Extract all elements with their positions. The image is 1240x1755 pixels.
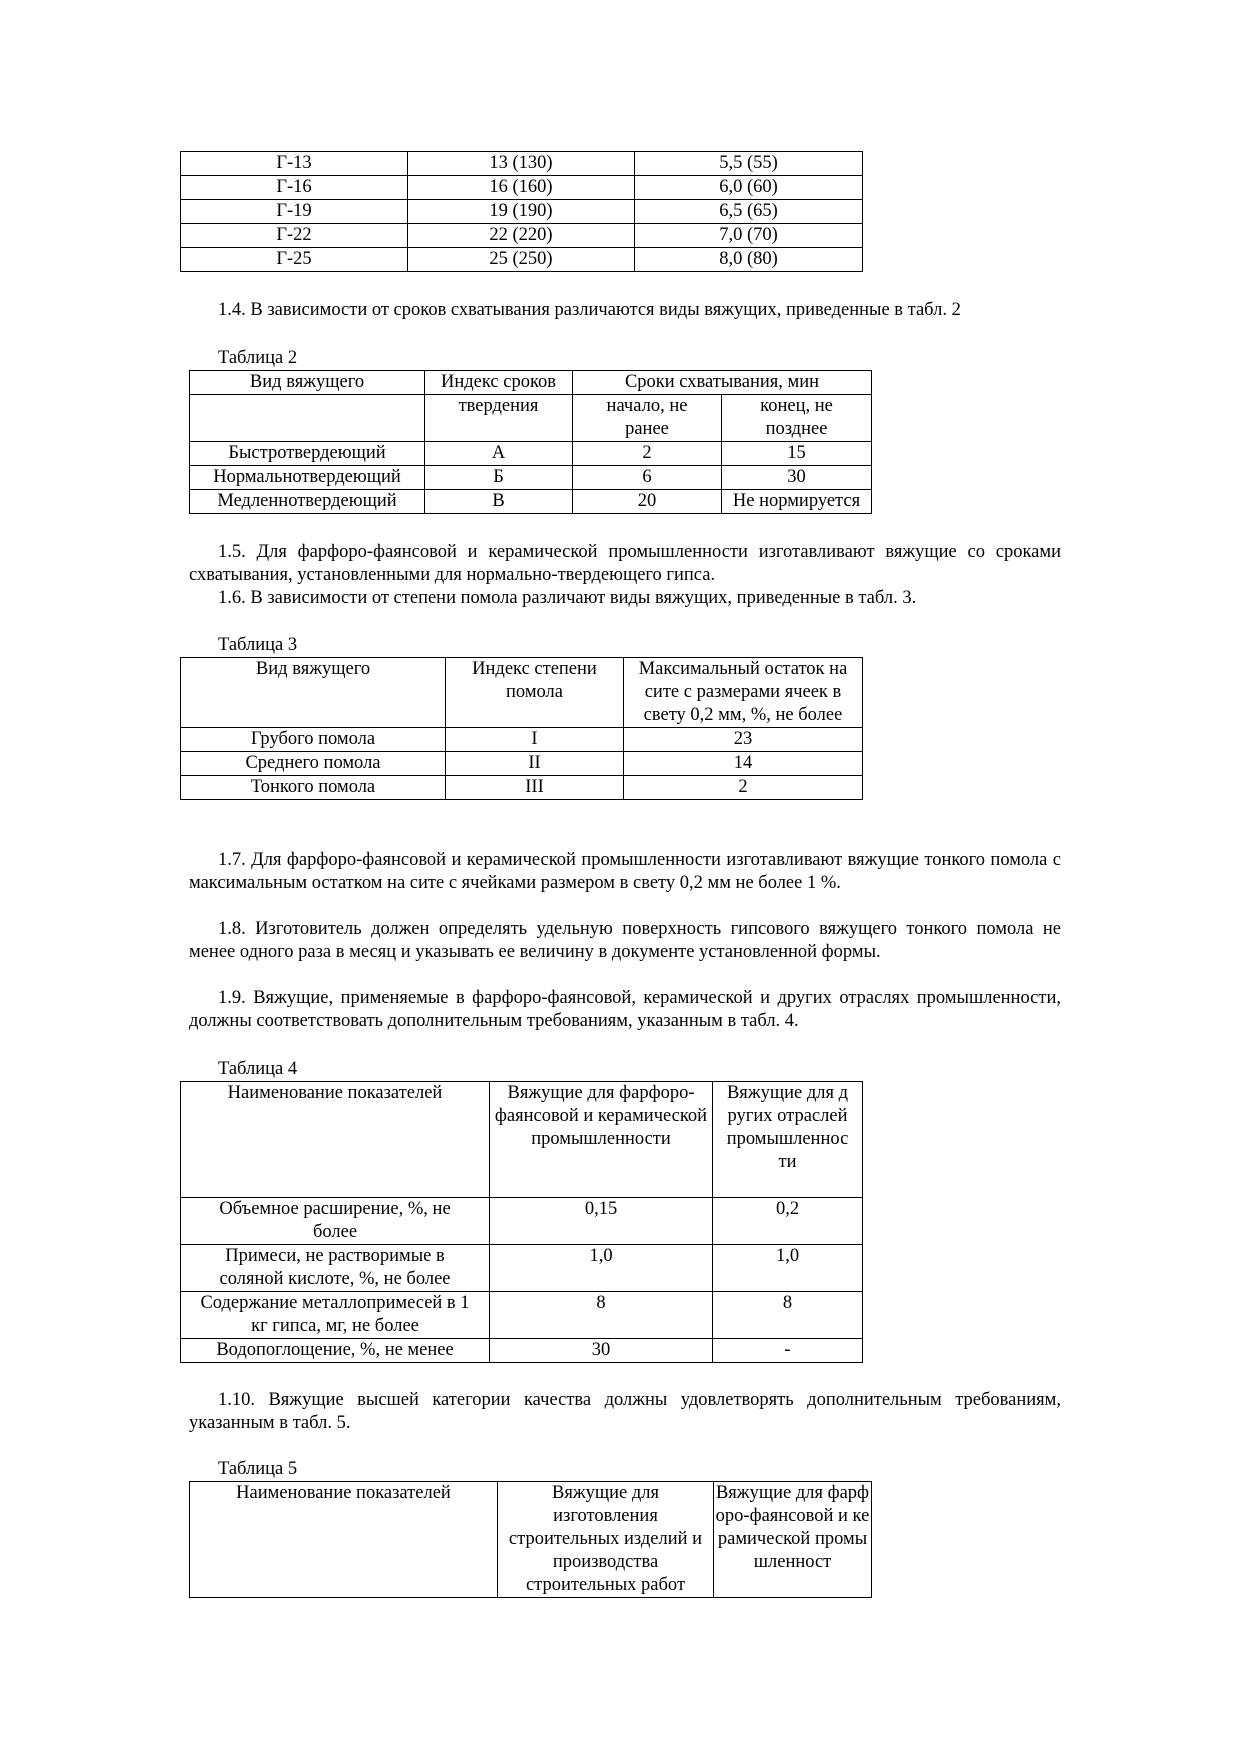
table-cell: 14 — [624, 752, 863, 776]
paragraph-1-7: 1.7. Для фарфоро-фаянсовой и керамической промышленности изготавливают вяжущие тонкого помола с максимальным остатком на сите с ячейками размером в свету 0,2 мм не более 1 %. — [189, 850, 1061, 893]
table-cell: А — [425, 442, 573, 466]
table-header-cell — [190, 395, 425, 442]
table-cell: Г-25 — [181, 248, 408, 272]
table-cell: 7,0 (70) — [635, 224, 863, 248]
table-cell: Среднего помола — [181, 752, 446, 776]
table-cell: - — [713, 1339, 863, 1363]
table-2-caption: Таблица 2 — [218, 348, 298, 368]
table-row — [181, 1245, 863, 1292]
table-row — [190, 490, 872, 514]
paragraph-1-8: 1.8. Изготовитель должен определять удельную поверхность гипсового вяжущего тонкого помола не менее одного раза в месяц и указывать ее величину в документе установленной формы. — [189, 919, 1061, 962]
table-cell: Объемное расширение, %, не более — [181, 1198, 490, 1245]
table-cell: 8 — [713, 1292, 863, 1339]
table-cell: 23 — [624, 728, 863, 752]
table-cell: I — [446, 728, 624, 752]
table-cell: Быстротвердеющий — [190, 442, 425, 466]
table-header-row — [190, 395, 872, 442]
table-cell: Содержание металлопримесей в 1 кг гипса, мг, не более — [181, 1292, 490, 1339]
paragraph-1-6: 1.6. В зависимости от степени помола различают виды вяжущих, приведенные в табл. 3. — [218, 588, 917, 608]
table-cell: 19 (190) — [408, 200, 635, 224]
table-row — [181, 224, 863, 248]
table-row — [181, 248, 863, 272]
table-header-cell: Наименование показателей — [190, 1482, 498, 1598]
table-cell: Медленнотвердеющий — [190, 490, 425, 514]
table-row — [181, 776, 863, 800]
table-cell: 16 (160) — [408, 176, 635, 200]
table-3 — [180, 657, 863, 800]
table-cell: Грубого помола — [181, 728, 446, 752]
table-header-cell: Вяжущие для фарфоро-фаянсовой и керамической промышленност — [714, 1482, 872, 1598]
table-cell: 6,5 (65) — [635, 200, 863, 224]
table-row — [181, 152, 863, 176]
table-cell: 8,0 (80) — [635, 248, 863, 272]
table-cell: Б — [425, 466, 573, 490]
table-4 — [180, 1081, 863, 1363]
table-5-caption: Таблица 5 — [218, 1459, 298, 1479]
paragraph-1-9: 1.9. Вяжущие, применяемые в фарфоро-фаянсовой, керамической и других отраслях промышленности, должны соответствовать дополнительным требованиям, указанным в табл. 4. — [189, 988, 1061, 1031]
table-cell: 6 — [573, 466, 722, 490]
table-header-row — [181, 1082, 863, 1198]
table-cell: Г-13 — [181, 152, 408, 176]
table-cell: Примеси, не растворимые в соляной кислоте, %, не более — [181, 1245, 490, 1292]
table-cell: Не нормируется — [722, 490, 872, 514]
table-cell: 1,0 — [490, 1245, 713, 1292]
table-header-cell: Индекс сроков — [425, 371, 573, 395]
table-cell: 6,0 (60) — [635, 176, 863, 200]
table-cell: 30 — [490, 1339, 713, 1363]
table-header-cell: Вяжущие для фарфоро-фаянсовой и керамической промышленности — [490, 1082, 713, 1198]
table-row — [181, 176, 863, 200]
table-row — [181, 1339, 863, 1363]
table-header-cell: твердения — [425, 395, 573, 442]
table-cell: Нормальнотвердеющий — [190, 466, 425, 490]
table-cell: 25 (250) — [408, 248, 635, 272]
table-cell: Г-22 — [181, 224, 408, 248]
table-cell: 30 — [722, 466, 872, 490]
table-header-cell: начало, не ранее — [573, 395, 722, 442]
table-cell: 5,5 (55) — [635, 152, 863, 176]
table-cell: 0,2 — [713, 1198, 863, 1245]
table-cell: Водопоглощение, %, не менее — [181, 1339, 490, 1363]
table-header-cell: Вид вяжущего — [181, 658, 446, 728]
paragraph-1-4: 1.4. В зависимости от сроков схватывания различаются виды вяжущих, приведенные в табл. 2 — [218, 300, 961, 320]
table-cell: 8 — [490, 1292, 713, 1339]
table-header-row — [190, 1482, 872, 1598]
table-5 — [189, 1481, 872, 1598]
table-cell: Г-16 — [181, 176, 408, 200]
table-row — [181, 200, 863, 224]
table-cell: III — [446, 776, 624, 800]
table-header-cell: Вид вяжущего — [190, 371, 425, 395]
table-cell: 0,15 — [490, 1198, 713, 1245]
table-cell: 2 — [624, 776, 863, 800]
table-header-cell: Наименование показателей — [181, 1082, 490, 1198]
table-row — [181, 752, 863, 776]
table-cell: Г-19 — [181, 200, 408, 224]
table-header-cell: конец, не позднее — [722, 395, 872, 442]
table-cell: 1,0 — [713, 1245, 863, 1292]
table-cell: 20 — [573, 490, 722, 514]
paragraph-1-10: 1.10. Вяжущие высшей категории качества должны удовлетворять дополнительным требованиям, указанным в табл. 5. — [189, 1390, 1061, 1433]
table-row — [190, 442, 872, 466]
table-row — [181, 1198, 863, 1245]
table-header-cell: Индекс степени помола — [446, 658, 624, 728]
table-2 — [189, 370, 872, 514]
table-3-caption: Таблица 3 — [218, 635, 298, 655]
table-row — [181, 1292, 863, 1339]
table-row — [190, 466, 872, 490]
table-header-row — [181, 658, 863, 728]
table-row — [181, 728, 863, 752]
table-cell: 13 (130) — [408, 152, 635, 176]
table-cell: В — [425, 490, 573, 514]
table-header-cell: Сроки схватывания, мин — [573, 371, 872, 395]
table-4-caption: Таблица 4 — [218, 1059, 298, 1079]
table-header-cell: Вяжущие для изготовления строительных изделий и производства строительных работ — [498, 1482, 714, 1598]
table-cell: 22 (220) — [408, 224, 635, 248]
table-header-row — [190, 371, 872, 395]
table-1 — [180, 151, 863, 272]
table-cell: II — [446, 752, 624, 776]
paragraph-1-5: 1.5. Для фарфоро-фаянсовой и керамической промышленности изготавливают вяжущие со сроками схватывания, установленными для нормально-твердеющего гипса. — [189, 542, 1061, 585]
table-header-cell: Вяжущие для других отраслей промышленности — [713, 1082, 863, 1198]
table-cell: 15 — [722, 442, 872, 466]
table-cell: 2 — [573, 442, 722, 466]
table-cell: Тонкого помола — [181, 776, 446, 800]
table-header-cell: Максимальный остаток на сите с размерами ячеек в свету 0,2 мм, %, не более — [624, 658, 863, 728]
